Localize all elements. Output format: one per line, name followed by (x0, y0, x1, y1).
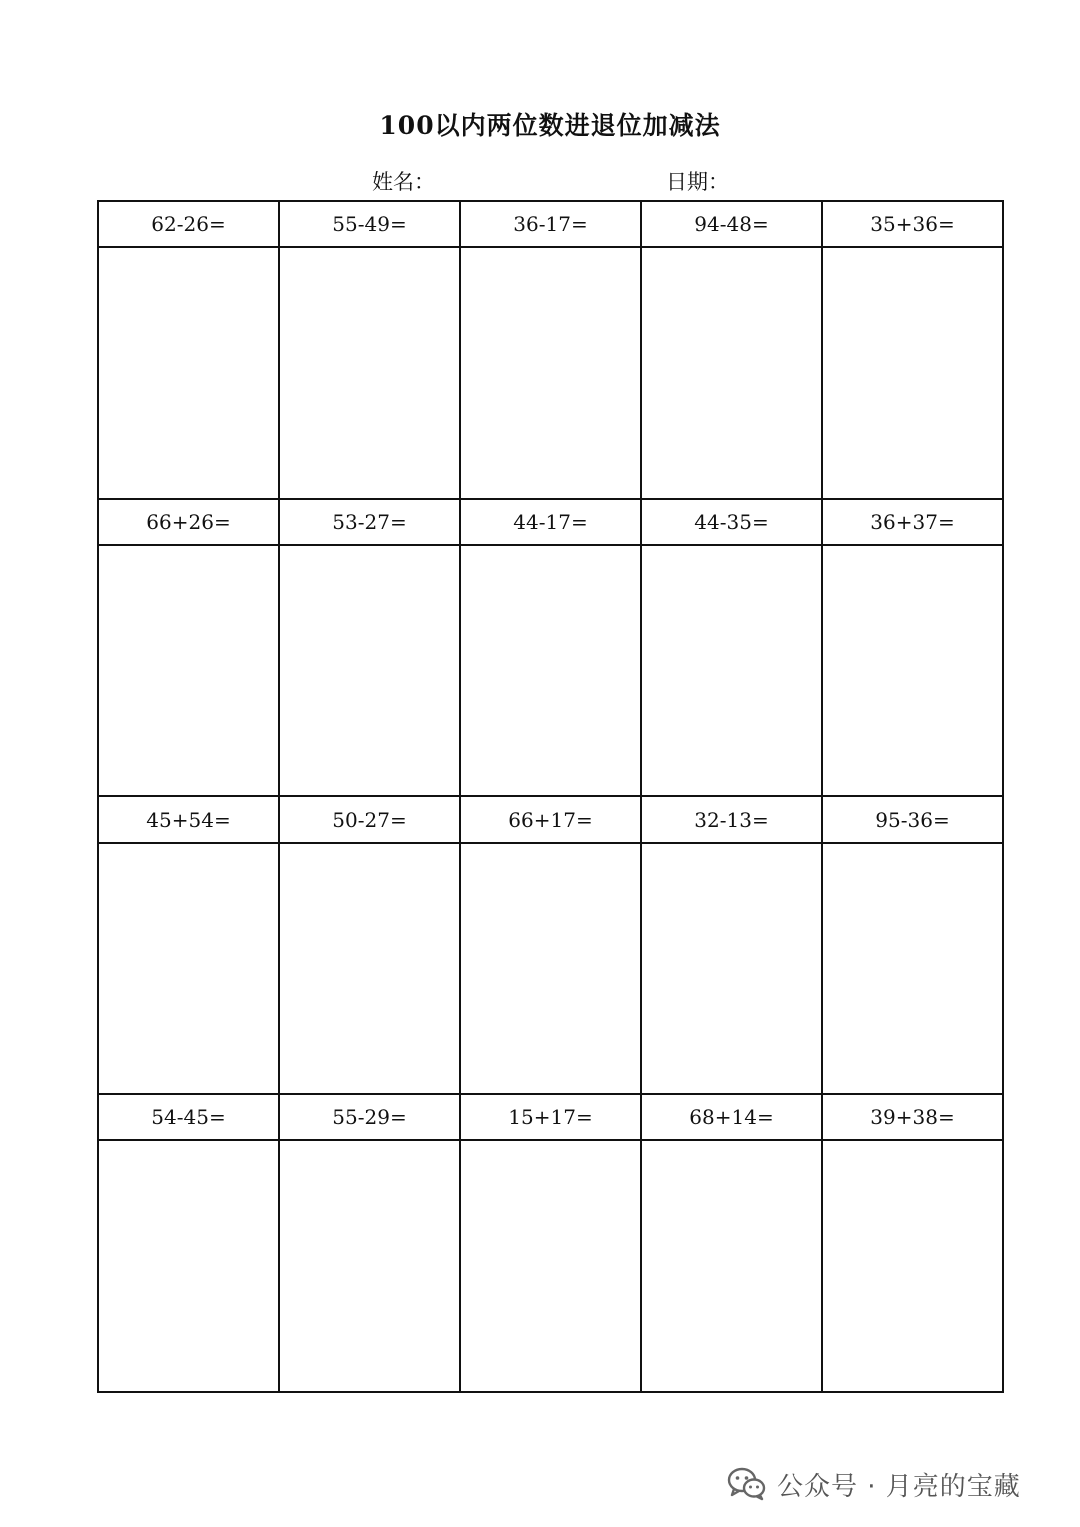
problem-cell: 32-13= (641, 796, 822, 842)
work-area (279, 545, 460, 797)
problem-cell: 44-17= (460, 499, 641, 545)
problem-cell: 39+38= (822, 1094, 1003, 1140)
watermark-text: 公众号 · 月亮的宝藏 (777, 1471, 1021, 1502)
problem-cell: 54-45= (98, 1094, 279, 1140)
work-area (98, 1140, 279, 1392)
problem-row (98, 796, 1003, 842)
work-area (641, 247, 822, 499)
work-area (98, 843, 279, 1095)
work-row (98, 247, 1003, 499)
work-area (822, 843, 1003, 1095)
work-row (98, 1140, 1003, 1392)
work-area (822, 545, 1003, 797)
problem-row (98, 201, 1003, 247)
problem-cell: 66+17= (460, 796, 641, 842)
work-area (460, 545, 641, 797)
work-area (460, 843, 641, 1095)
work-area (98, 247, 279, 499)
problem-cell: 36+37= (822, 499, 1003, 545)
problem-cell: 94-48= (641, 201, 822, 247)
work-area (822, 1140, 1003, 1392)
work-area (279, 843, 460, 1095)
problem-cell: 53-27= (279, 499, 460, 545)
work-area (641, 545, 822, 797)
problem-cell: 62-26= (98, 201, 279, 247)
watermark (727, 1462, 1021, 1506)
work-area (279, 247, 460, 499)
problem-row (98, 1094, 1003, 1140)
page-title: 100以内两位数进退位加减法 (379, 111, 721, 140)
problem-cell: 45+54= (98, 796, 279, 842)
problem-cell: 36-17= (460, 201, 641, 247)
problem-cell: 35+36= (822, 201, 1003, 247)
problem-cell: 68+14= (641, 1094, 822, 1140)
name-label: 姓名： (372, 170, 435, 194)
work-area (460, 1140, 641, 1392)
problem-cell: 95-36= (822, 796, 1003, 842)
problem-cell: 44-35= (641, 499, 822, 545)
problem-cell: 66+26= (98, 499, 279, 545)
problem-row (98, 499, 1003, 545)
work-area (822, 247, 1003, 499)
work-row (98, 843, 1003, 1095)
problem-cell: 15+17= (460, 1094, 641, 1140)
problem-cell: 55-49= (279, 201, 460, 247)
work-area (279, 1140, 460, 1392)
work-area (641, 1140, 822, 1392)
problem-cell: 50-27= (279, 796, 460, 842)
work-area (460, 247, 641, 499)
work-area (641, 843, 822, 1095)
date-label: 日期： (666, 170, 729, 194)
wechat-icon (727, 1467, 767, 1501)
work-area (98, 545, 279, 797)
worksheet-grid (97, 200, 1004, 1393)
work-row (98, 545, 1003, 797)
problem-cell: 55-29= (279, 1094, 460, 1140)
